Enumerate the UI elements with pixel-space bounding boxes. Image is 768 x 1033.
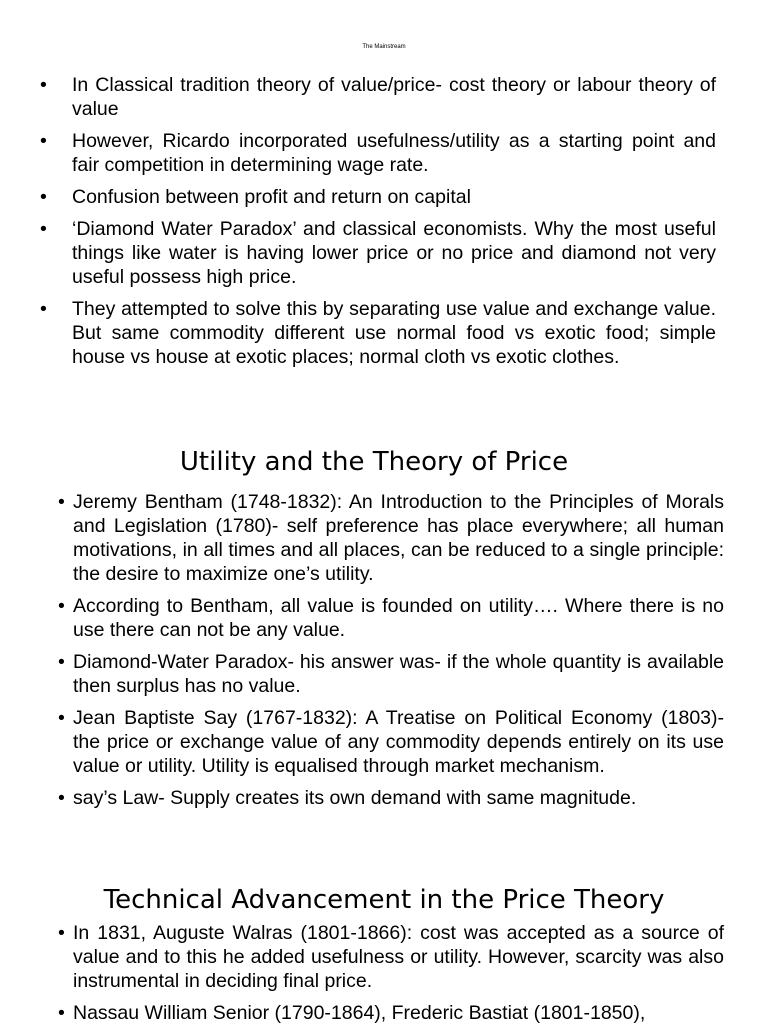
- list-item: [0, 490, 768, 586]
- slide-3-title: Technical Advancement in the Price Theory: [103, 885, 665, 915]
- bullet-text: Jean Baptiste Say (1767-1832): A Treatise on Political Economy (1803)- the price or exchange value of any commodity depends entirely on its use value or utility. Utility is equalised through market mechanism.: [73, 707, 724, 777]
- bullet-text: However, Ricardo incorporated usefulness/utility as a starting point and fair competition in determining wage rate.: [72, 130, 716, 176]
- bullet-text: ‘Diamond Water Paradox’ and classical economists. Why the most useful things like water is having lower price or no price and diamond not very useful possess high price.: [72, 218, 716, 288]
- bullet-icon: •: [58, 1002, 65, 1024]
- bullet-text: In Classical tradition theory of value/price- cost theory or labour theory of value: [72, 74, 716, 120]
- list-item: [0, 297, 768, 369]
- bullet-text: Confusion between profit and return on capital: [72, 186, 471, 208]
- bullet-icon: •: [58, 922, 65, 944]
- bullet-text: In 1831, Auguste Walras (1801-1866): cost was accepted as a source of value and to this he added usefulness or utility. However, scarcity was also instrumental in deciding final price.: [73, 922, 724, 992]
- bullet-icon: •: [40, 298, 47, 320]
- bullet-icon: •: [58, 707, 65, 729]
- bullet-icon: •: [58, 491, 65, 513]
- bullet-icon: •: [40, 186, 47, 208]
- list-item: [0, 185, 768, 209]
- bullet-icon: •: [40, 218, 47, 240]
- list-item: [0, 786, 768, 810]
- list-item: [0, 73, 768, 121]
- bullet-icon: •: [58, 595, 65, 617]
- list-item: [0, 129, 768, 177]
- list-item: [0, 650, 768, 698]
- slide-2-bullets: [0, 490, 768, 818]
- slide-3-bullets: [0, 921, 768, 1033]
- bullet-text: Jeremy Bentham (1748-1832): An Introduction to the Principles of Morals and Legislation (1780)- self preference has place everywhere; all human motivations, in all times and all places, can be reduced to a single principle: the desire to maximize one’s utility.: [73, 491, 724, 585]
- list-item: [0, 921, 768, 993]
- bullet-icon: •: [40, 74, 47, 96]
- bullet-icon: •: [58, 651, 65, 673]
- bullet-icon: •: [58, 787, 65, 809]
- slide-1-bullets: [0, 73, 768, 377]
- document-header: The Mainstream: [362, 44, 406, 50]
- list-item: [0, 217, 768, 289]
- slide-2-title: Utility and the Theory of Price: [179, 447, 569, 477]
- bullet-icon: •: [40, 130, 47, 152]
- list-item: [0, 1001, 768, 1025]
- bullet-text: According to Bentham, all value is founded on utility…. Where there is no use there can not be any value.: [73, 595, 724, 641]
- bullet-text: Nassau William Senior (1790-1864), Frederic Bastiat (1801-1850),: [73, 1002, 646, 1024]
- list-item: [0, 594, 768, 642]
- bullet-text: They attempted to solve this by separating use value and exchange value. But same commodity different use normal food vs exotic food; simple house vs house at exotic places; normal cloth vs exotic clothes.: [72, 298, 716, 368]
- list-item: [0, 706, 768, 778]
- bullet-text: Diamond-Water Paradox- his answer was- if the whole quantity is available then surplus has no value.: [73, 651, 724, 697]
- bullet-text: say’s Law- Supply creates its own demand with same magnitude.: [73, 787, 637, 809]
